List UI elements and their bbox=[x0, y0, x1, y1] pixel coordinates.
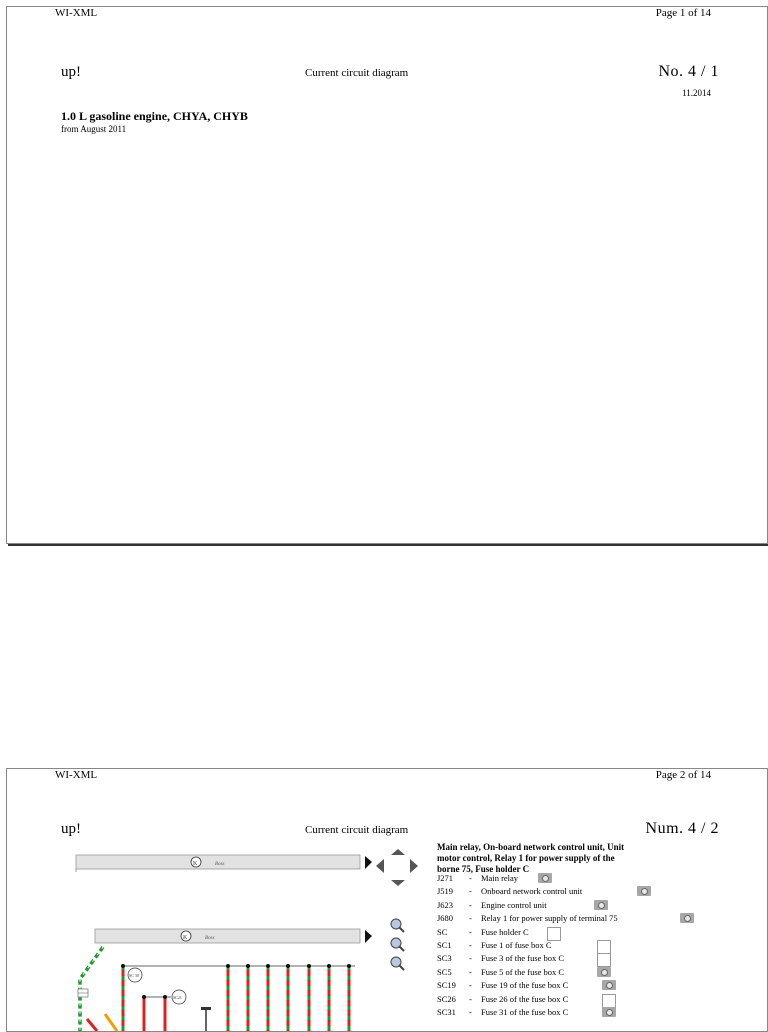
page-indicator: Page 1 of 14 bbox=[655, 7, 711, 19]
arrow-right-icon bbox=[410, 859, 418, 873]
zoom-out-icon[interactable] bbox=[391, 957, 404, 970]
fuse-block bbox=[78, 989, 88, 997]
document-date: 11.2014 bbox=[682, 88, 711, 98]
circuit-diagram[interactable] bbox=[7, 769, 447, 1031]
camera-icon[interactable] bbox=[538, 873, 552, 885]
bus-bar-1-label: Boss bbox=[215, 862, 225, 867]
camera-icon[interactable] bbox=[597, 967, 611, 979]
bus-bar-1[interactable] bbox=[76, 855, 372, 872]
document-type: Current circuit diagram bbox=[305, 67, 409, 79]
document-page-1 bbox=[6, 6, 768, 544]
header-source: WI-XML bbox=[55, 7, 98, 19]
junction-dots bbox=[121, 964, 351, 999]
svg-text:K: K bbox=[183, 935, 188, 941]
document-page-2: WI-XML Page 2 of 14 up! Current circuit diagram Num. 4 / 2 K Boss K Boss SC 30 SC21 Main relay, On-board network control unit, Unit motor control, Relay 1 for power supply of the borne 75, Fuse holder C J271 - Main relay J519 - Onboard network control unit J623 - Engine control unit J680 - Relay 1 for power supply of terminal 75 SC - Fuse holder C SC1 - Fuse 1 of fuse box C SC3 - Fuse 3 of the fuse box C SC5 - Fuse 5 of the fuse box C SC19 - Fuse 19 of the fuse box C SC26 - Fuse 26 of the fuse box C SC31 - Fuse 31 of the fuse box C bbox=[6, 768, 768, 1032]
document-number: Num. 4 / 2 bbox=[645, 820, 719, 837]
camera-icon[interactable] bbox=[594, 900, 608, 912]
arrow-down-icon bbox=[391, 880, 405, 886]
document-type: Current circuit diagram bbox=[305, 824, 409, 836]
pan-controls[interactable] bbox=[376, 849, 418, 886]
svg-text:SC21: SC21 bbox=[173, 995, 182, 1000]
svg-text:SC 30: SC 30 bbox=[129, 973, 139, 978]
header-source: WI-XML bbox=[55, 769, 98, 781]
vertical-wires bbox=[87, 966, 349, 1031]
camera-icon[interactable] bbox=[680, 913, 694, 925]
arrow-left-icon bbox=[376, 859, 384, 873]
component-sc21[interactable] bbox=[172, 990, 186, 1004]
component-sc30[interactable] bbox=[128, 968, 142, 982]
engine-subtitle: from August 2011 bbox=[61, 124, 127, 134]
camera-icon[interactable] bbox=[602, 980, 616, 992]
engine-title: 1.0 L gasoline engine, CHYA, CHYB bbox=[61, 109, 248, 123]
connector-symbol bbox=[201, 1007, 211, 1031]
legend-title: Main relay, On-board network control unit, Unit motor control, Relay 1 for power supply of the borne 75, Fuse holder C bbox=[437, 842, 625, 874]
svg-text:K: K bbox=[193, 861, 198, 867]
vehicle-model: up! bbox=[61, 64, 81, 80]
document-number: No. 4 / 1 bbox=[658, 63, 719, 80]
arrow-up-icon bbox=[391, 849, 405, 855]
camera-icon[interactable] bbox=[637, 886, 651, 898]
zoom-reset-icon[interactable] bbox=[391, 938, 404, 951]
bus-bar-2[interactable] bbox=[95, 929, 372, 943]
page-indicator: Page 2 of 14 bbox=[655, 769, 711, 781]
zoom-in-icon[interactable] bbox=[391, 919, 404, 932]
camera-icon[interactable] bbox=[602, 1007, 616, 1019]
vehicle-model: up! bbox=[61, 821, 81, 837]
bus-bar-2-label: Boss bbox=[205, 936, 215, 941]
